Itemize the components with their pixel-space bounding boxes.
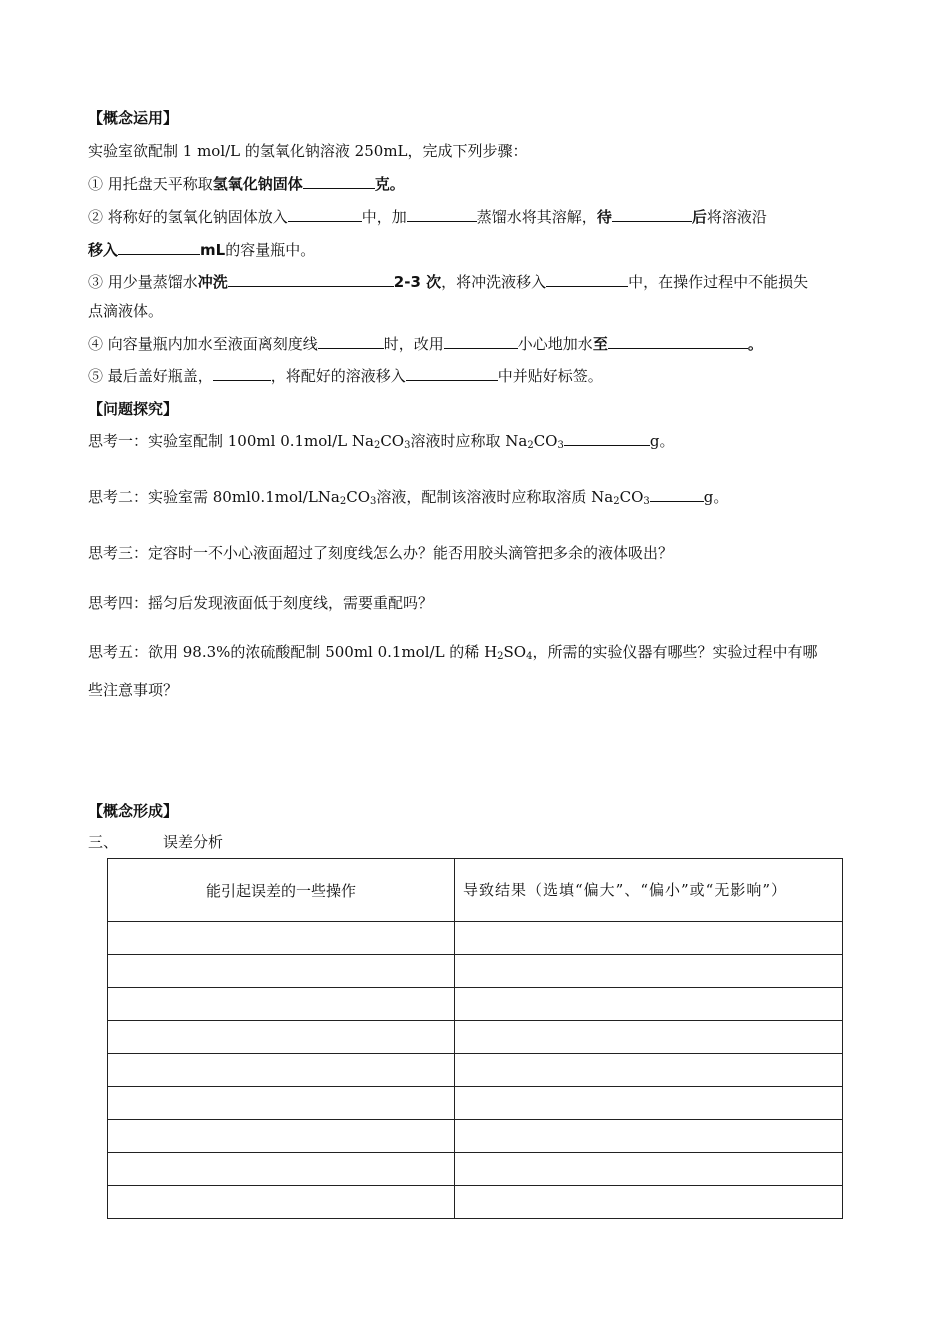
blank-9[interactable] bbox=[444, 334, 518, 349]
result-cell[interactable] bbox=[455, 1087, 843, 1120]
result-cell[interactable] bbox=[455, 955, 843, 988]
operation-cell[interactable] bbox=[108, 955, 455, 988]
step-3: ③ 用少量蒸馏水冲洗 2-3 次，将冲洗液移入 中，在操作过程中不能损失 bbox=[88, 273, 809, 291]
result-cell[interactable] bbox=[455, 1186, 843, 1219]
question-1: 思考一：实验室配制 100ml 0.1mol/L $Na_2CO_3$溶液时应称取 $Na_2CO_3$ g。 bbox=[88, 432, 675, 451]
section-title: 误差分析 bbox=[163, 833, 224, 851]
table-row bbox=[108, 1021, 843, 1054]
operation-cell[interactable] bbox=[108, 988, 455, 1021]
result-cell[interactable] bbox=[455, 922, 843, 955]
step-3-continued: 点滴液体。 bbox=[88, 302, 164, 320]
table-row bbox=[108, 1186, 843, 1219]
step-5: ⑤ 最后盖好瓶盖， ，将配好的溶液移入 中并贴好标签。 bbox=[88, 367, 603, 385]
blank-10[interactable] bbox=[608, 334, 748, 349]
question-3: 思考三：定容时一不小心液面超过了刻度线怎么办？能否用胶头滴管把多余的液体吸出？ bbox=[88, 544, 674, 562]
question-5: 思考五：欲用 98.3%的浓硫酸配制 500ml 0.1mol/L 的稀 $H_2SO_4$，所需的实验仪器有哪些？实验过程中有哪 bbox=[88, 643, 818, 662]
blank-8[interactable] bbox=[318, 334, 384, 349]
section-heading-problem-inquiry: 【问题探究】 bbox=[88, 400, 179, 418]
table-row bbox=[108, 1087, 843, 1120]
header-result: 导致结果（选填“偏大”、“偏小”或“无影响”） bbox=[455, 859, 843, 922]
operation-cell[interactable] bbox=[108, 1021, 455, 1054]
blank-1[interactable] bbox=[303, 174, 375, 189]
question-4: 思考四：摇匀后发现液面低于刻度线，需要重配吗？ bbox=[88, 594, 434, 612]
question-2: 思考二：实验室需 $80ml0.1mol/LNa_2CO_3$溶液，配制该溶液时应称取溶质 $Na_2CO_3$ g。 bbox=[88, 488, 729, 507]
error-analysis-title bbox=[88, 832, 223, 852]
blank-11[interactable] bbox=[213, 366, 271, 381]
blank-7[interactable] bbox=[546, 272, 628, 287]
blank-q1[interactable] bbox=[564, 431, 650, 446]
blank-q2[interactable] bbox=[650, 487, 704, 502]
section-heading-concept-formation: 【概念形成】 bbox=[88, 802, 179, 820]
result-cell[interactable] bbox=[455, 1054, 843, 1087]
blank-3[interactable] bbox=[407, 207, 477, 222]
result-cell[interactable] bbox=[455, 988, 843, 1021]
table-row bbox=[108, 1120, 843, 1153]
table-row bbox=[108, 955, 843, 988]
blank-6[interactable] bbox=[228, 272, 394, 287]
operation-cell[interactable] bbox=[108, 1054, 455, 1087]
blank-12[interactable] bbox=[406, 366, 498, 381]
step-2: ② 将称好的氢氧化钠固体放入 中，加 蒸馏水将其溶解，待 后将溶液沿 bbox=[88, 208, 767, 226]
result-cell[interactable] bbox=[455, 1120, 843, 1153]
step-4: ④ 向容量瓶内加水至液面离刻度线 时，改用 小心地加水至 。 bbox=[88, 335, 763, 353]
error-analysis-table bbox=[107, 858, 843, 1219]
blank-4[interactable] bbox=[612, 207, 692, 222]
operation-cell[interactable] bbox=[108, 1153, 455, 1186]
operation-cell[interactable] bbox=[108, 922, 455, 955]
result-cell[interactable] bbox=[455, 1153, 843, 1186]
result-cell[interactable] bbox=[455, 1021, 843, 1054]
section-number: 三、 bbox=[88, 833, 119, 851]
header-operations: 能引起误差的一些操作 bbox=[108, 859, 455, 922]
operation-cell[interactable] bbox=[108, 1087, 455, 1120]
intro-text: 实验室欲配制 1 mol/L 的氢氧化钠溶液 250mL，完成下列步骤： bbox=[88, 142, 528, 160]
step-1: ① 用托盘天平称取氢氧化钠固体 克。 bbox=[88, 175, 405, 193]
table-row bbox=[108, 988, 843, 1021]
table-row bbox=[108, 1054, 843, 1087]
blank-2[interactable] bbox=[288, 207, 362, 222]
operation-cell[interactable] bbox=[108, 1186, 455, 1219]
table-row bbox=[108, 1153, 843, 1186]
table-header-row bbox=[108, 859, 843, 922]
blank-5[interactable] bbox=[118, 240, 200, 255]
section-heading-concept-application: 【概念运用】 bbox=[88, 109, 179, 127]
table-row bbox=[108, 922, 843, 955]
question-5-continued: 些注意事项？ bbox=[88, 681, 179, 699]
operation-cell[interactable] bbox=[108, 1120, 455, 1153]
step-2-continued: 移入 mL的容量瓶中。 bbox=[88, 241, 316, 259]
